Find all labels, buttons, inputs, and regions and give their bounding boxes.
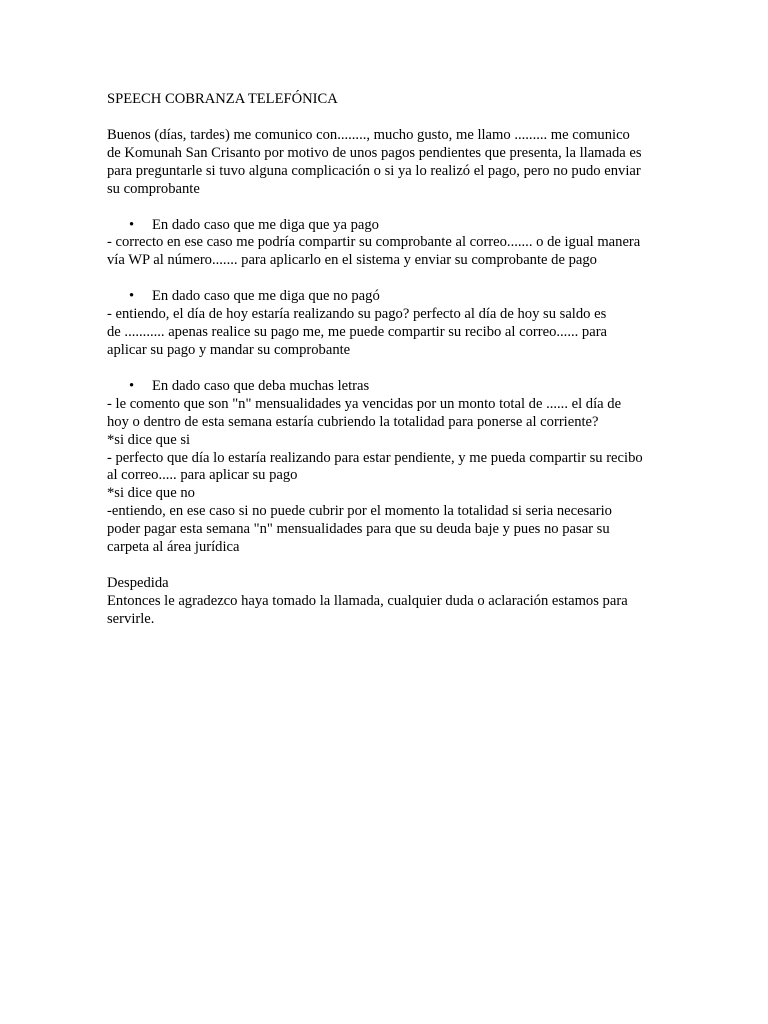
case-paid-heading: En dado caso que me diga que ya pago [152, 216, 379, 233]
case-many-letters-line: -entiendo, en ese caso si no puede cubrir por el momento la totalidad si seria necesario [107, 503, 612, 520]
case-unpaid-line: aplicar su pago y mandar su comprobante [107, 341, 351, 358]
case-paid-block [107, 217, 667, 271]
case-unpaid-heading: En dado caso que me diga que no pagó [152, 288, 380, 305]
case-unpaid-line: de ........... apenas realice su pago me, me puede compartir su recibo al correo...... para [107, 324, 608, 341]
document-page [107, 91, 667, 647]
bullet-dot-icon: • [129, 377, 135, 394]
bullet-dot-icon: • [129, 288, 135, 305]
case-paid-line: - correcto en ese caso me podría compartir su comprobante al correo....... o de igual manera [107, 234, 641, 251]
case-many-letters-line: *si dice que no [107, 485, 195, 502]
case-paid-bullet [107, 217, 667, 235]
case-paid-line: vía WP al número....... para aplicarlo en el sistema y enviar su comprobante de pago [107, 252, 597, 269]
intro-line: su comprobante [107, 180, 200, 197]
case-many-letters-block [107, 378, 667, 557]
case-many-letters-line: carpeta al área jurídica [107, 539, 240, 556]
closing-line: servirle. [107, 610, 155, 627]
case-many-letters-bullet [107, 378, 667, 396]
closing-heading: Despedida [107, 574, 169, 591]
case-unpaid-line: - entiendo, el día de hoy estaría realizando su pago? perfecto al día de hoy su saldo es [107, 306, 607, 323]
intro-line: de Komunah San Crisanto por motivo de unos pagos pendientes que presenta, la llamada es [107, 144, 642, 161]
closing-block [107, 575, 667, 629]
closing-line: Entonces le agradezco haya tomado la llamada, cualquier duda o aclaración estamos para [107, 592, 628, 609]
bullet-dot-icon: • [129, 216, 135, 233]
document-title: SPEECH COBRANZA TELEFÓNICA [107, 91, 338, 107]
case-many-letters-heading: En dado caso que deba muchas letras [152, 377, 370, 394]
case-many-letters-line: poder pagar esta semana "n" mensualidades para que su deuda baje y pues no pasar su [107, 521, 610, 538]
intro-line: Buenos (días, tardes) me comunico con........, mucho gusto, me llamo ......... me comunico [107, 126, 630, 143]
case-unpaid-bullet [107, 288, 667, 306]
case-unpaid-block [107, 288, 667, 360]
case-many-letters-line: hoy o dentro de esta semana estaría cubriendo la totalidad para ponerse al corriente? [107, 413, 599, 430]
intro-paragraph [107, 127, 667, 199]
case-many-letters-line: - le comento que son "n" mensualidades ya vencidas por un monto total de ...... el día de [107, 395, 622, 412]
case-many-letters-line: al correo..... para aplicar su pago [107, 467, 298, 484]
case-many-letters-line: - perfecto que día lo estaría realizando para estar pendiente, y me pueda compartir su recibo [107, 449, 643, 466]
case-many-letters-line: *si dice que si [107, 431, 191, 448]
intro-line: para preguntarle si tuvo alguna complicación o si ya lo realizó el pago, pero no pudo enviar [107, 162, 641, 179]
